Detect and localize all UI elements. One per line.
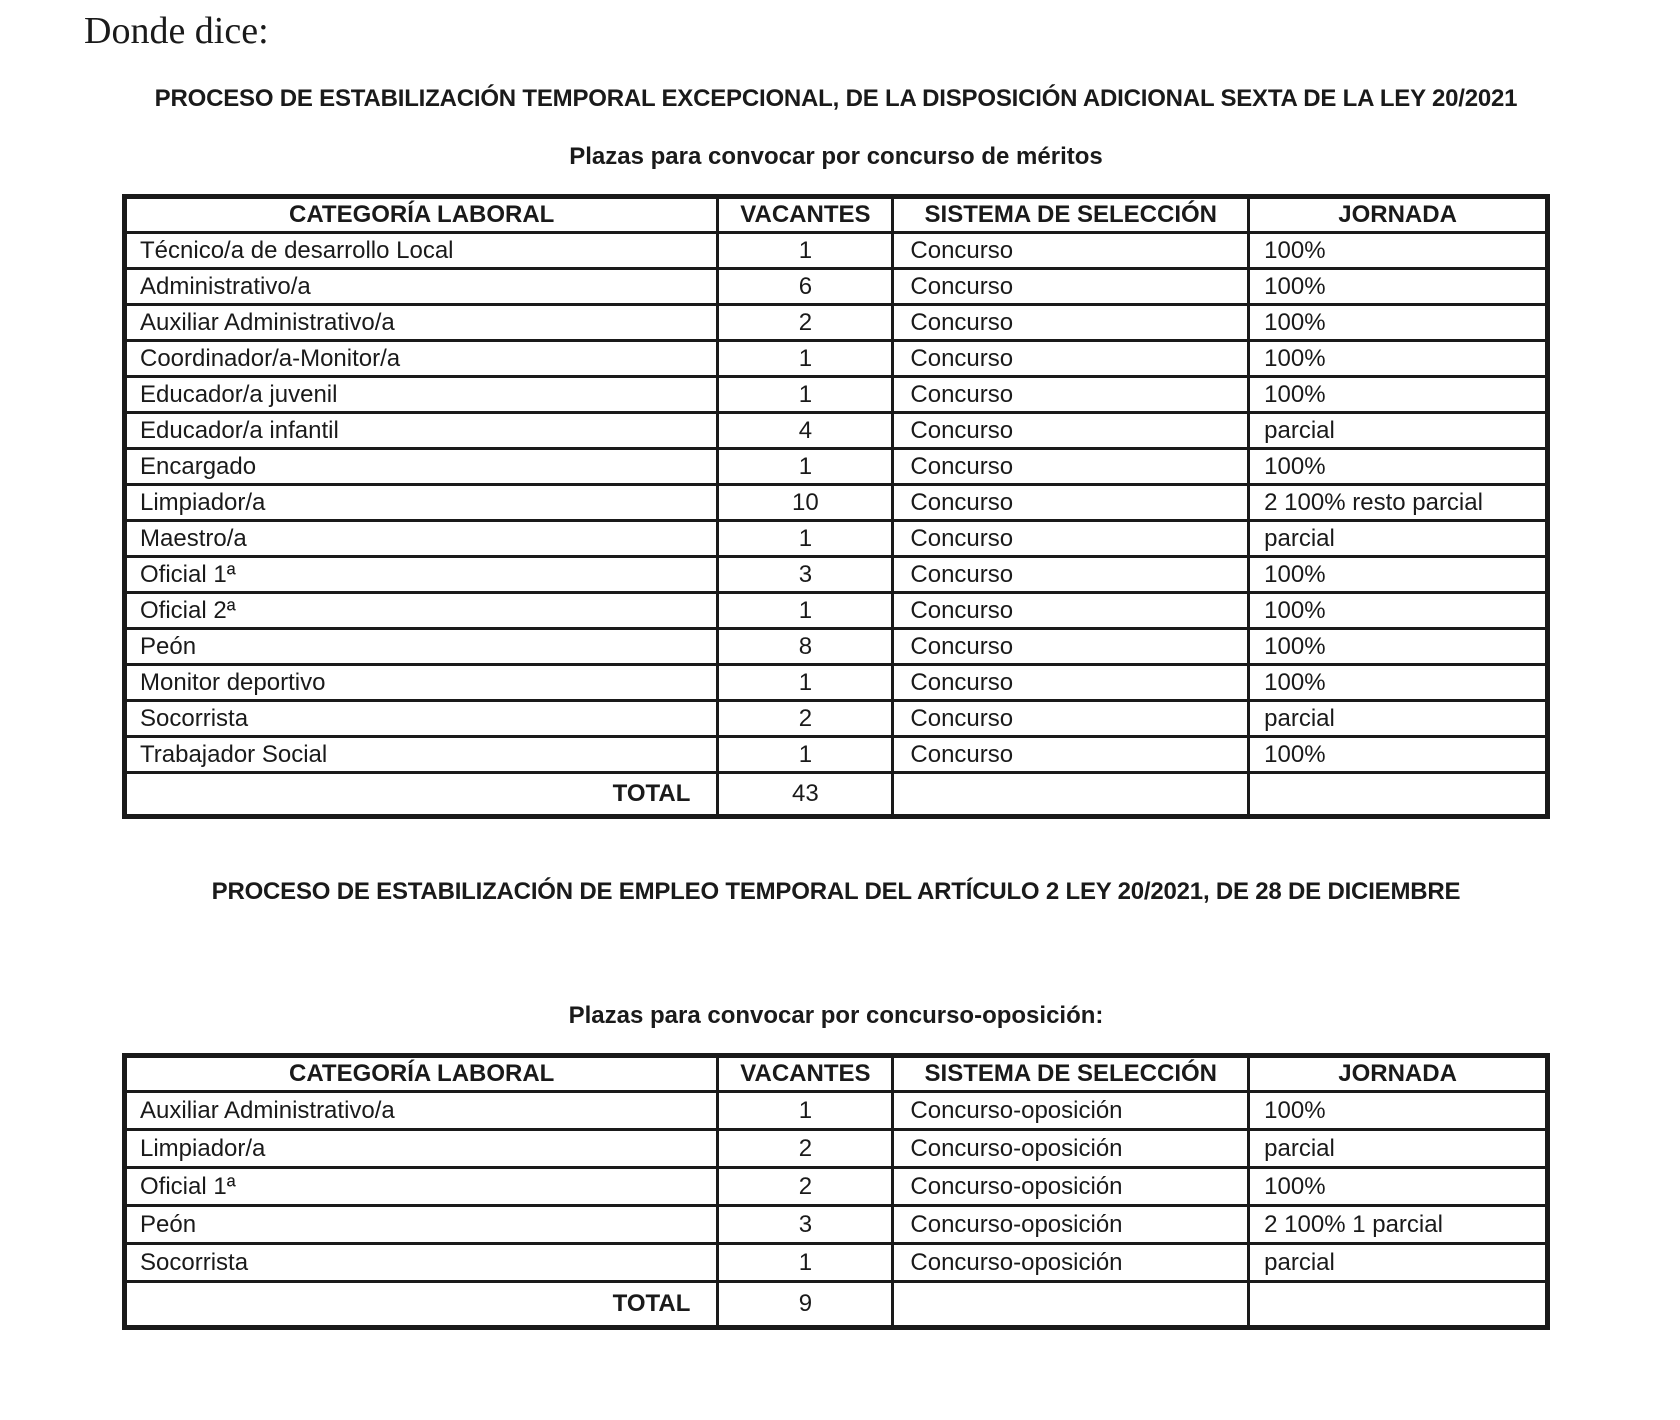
table-row xyxy=(125,485,1548,521)
total-label-cell: TOTAL xyxy=(125,1282,718,1328)
table-row xyxy=(125,377,1548,413)
seleccion-cell: Concurso-oposición xyxy=(893,1092,1249,1130)
jornada-cell: 100% xyxy=(1249,305,1548,341)
jornada-cell: 100% xyxy=(1249,665,1548,701)
header-row xyxy=(125,197,1548,233)
empty-cell xyxy=(1249,773,1548,817)
category-cell: Educador/a juvenil xyxy=(125,377,718,413)
column-header-vacantes: VACANTES xyxy=(718,1056,893,1092)
column-header-vacantes: VACANTES xyxy=(718,197,893,233)
table-row xyxy=(125,629,1548,665)
vacantes-cell: 1 xyxy=(718,1244,893,1282)
vacantes-cell: 4 xyxy=(718,413,893,449)
table-body xyxy=(125,233,1548,773)
category-cell: Técnico/a de desarrollo Local xyxy=(125,233,718,269)
vacantes-cell: 2 xyxy=(718,1130,893,1168)
seleccion-cell: Concurso xyxy=(893,665,1249,701)
seleccion-cell: Concurso-oposición xyxy=(893,1168,1249,1206)
seleccion-cell: Concurso-oposición xyxy=(893,1130,1249,1168)
table-row xyxy=(125,233,1548,269)
table-row xyxy=(125,737,1548,773)
vacantes-cell: 1 xyxy=(718,521,893,557)
vacantes-cell: 1 xyxy=(718,233,893,269)
jornada-cell: 2 100% resto parcial xyxy=(1249,485,1548,521)
vacantes-cell: 3 xyxy=(718,557,893,593)
seleccion-cell: Concurso xyxy=(893,269,1249,305)
jornada-cell: 100% xyxy=(1249,593,1548,629)
category-cell: Oficial 1ª xyxy=(125,557,718,593)
category-cell: Limpiador/a xyxy=(125,1130,718,1168)
column-header-seleccion: SISTEMA DE SELECCIÓN xyxy=(893,197,1249,233)
table-row xyxy=(125,665,1548,701)
category-cell: Trabajador Social xyxy=(125,737,718,773)
table-concurso-meritos xyxy=(122,194,1550,819)
vacantes-cell: 1 xyxy=(718,737,893,773)
category-cell: Educador/a infantil xyxy=(125,413,718,449)
total-row xyxy=(125,1282,1548,1328)
table-row xyxy=(125,341,1548,377)
vacantes-cell: 8 xyxy=(718,629,893,665)
vacantes-cell: 2 xyxy=(718,1168,893,1206)
seleccion-cell: Concurso-oposición xyxy=(893,1206,1249,1244)
vacantes-cell: 2 xyxy=(718,305,893,341)
total-value-cell: 9 xyxy=(718,1282,893,1328)
category-cell: Oficial 2ª xyxy=(125,593,718,629)
vacantes-cell: 10 xyxy=(718,485,893,521)
vacantes-cell: 1 xyxy=(718,377,893,413)
header-row xyxy=(125,1056,1548,1092)
seleccion-cell: Concurso-oposición xyxy=(893,1244,1249,1282)
section-subtitle-meritos: Plazas para convocar por concurso de méritos xyxy=(569,143,1103,170)
category-cell: Coordinador/a-Monitor/a xyxy=(125,341,718,377)
document-content xyxy=(122,0,1550,1330)
jornada-cell: 100% xyxy=(1249,629,1548,665)
total-row xyxy=(125,773,1548,817)
table-concurso-oposicion xyxy=(122,1053,1550,1330)
column-header-seleccion: SISTEMA DE SELECCIÓN xyxy=(893,1056,1249,1092)
vacantes-cell: 1 xyxy=(718,341,893,377)
seleccion-cell: Concurso xyxy=(893,629,1249,665)
table-footer xyxy=(125,1282,1548,1328)
vacantes-cell: 1 xyxy=(718,593,893,629)
seleccion-cell: Concurso xyxy=(893,593,1249,629)
table-row xyxy=(125,593,1548,629)
seleccion-cell: Concurso xyxy=(893,341,1249,377)
column-header-categoria: CATEGORÍA LABORAL xyxy=(125,197,718,233)
jornada-cell: 100% xyxy=(1249,737,1548,773)
vacantes-cell: 3 xyxy=(718,1206,893,1244)
vacantes-cell: 1 xyxy=(718,449,893,485)
table-body xyxy=(125,1092,1548,1282)
table-footer xyxy=(125,773,1548,817)
table-row xyxy=(125,1168,1548,1206)
section-heading-oposicion: PROCESO DE ESTABILIZACIÓN DE EMPLEO TEMPORAL DEL ARTÍCULO 2 LEY 20/2021, DE 28 DE DICIEMBRE xyxy=(211,878,1461,905)
table-row xyxy=(125,701,1548,737)
seleccion-cell: Concurso xyxy=(893,377,1249,413)
table-row xyxy=(125,1130,1548,1168)
table-row xyxy=(125,521,1548,557)
category-cell: Socorrista xyxy=(125,1244,718,1282)
section-heading-meritos: PROCESO DE ESTABILIZACIÓN TEMPORAL EXCEPCIONAL, DE LA DISPOSICIÓN ADICIONAL SEXTA DE LA LEY 20/2021 xyxy=(154,85,1518,112)
table-row xyxy=(125,1206,1548,1244)
seleccion-cell: Concurso xyxy=(893,521,1249,557)
category-cell: Monitor deportivo xyxy=(125,665,718,701)
section-subtitle-oposicion: Plazas para convocar por concurso-oposición: xyxy=(568,1002,1104,1029)
empty-cell xyxy=(893,1282,1249,1328)
jornada-cell: 100% xyxy=(1249,233,1548,269)
seleccion-cell: Concurso xyxy=(893,485,1249,521)
table-row xyxy=(125,449,1548,485)
table-row xyxy=(125,305,1548,341)
table-row xyxy=(125,557,1548,593)
vacantes-cell: 6 xyxy=(718,269,893,305)
vacantes-cell: 2 xyxy=(718,701,893,737)
category-cell: Peón xyxy=(125,1206,718,1244)
jornada-cell: parcial xyxy=(1249,701,1548,737)
vacantes-cell: 1 xyxy=(718,665,893,701)
vacantes-cell: 1 xyxy=(718,1092,893,1130)
column-header-jornada: JORNADA xyxy=(1249,1056,1548,1092)
seleccion-cell: Concurso xyxy=(893,737,1249,773)
jornada-cell: 100% xyxy=(1249,1168,1548,1206)
table-row xyxy=(125,269,1548,305)
category-cell: Auxiliar Administrativo/a xyxy=(125,1092,718,1130)
category-cell: Maestro/a xyxy=(125,521,718,557)
seleccion-cell: Concurso xyxy=(893,233,1249,269)
column-header-categoria: CATEGORÍA LABORAL xyxy=(125,1056,718,1092)
category-cell: Socorrista xyxy=(125,701,718,737)
total-label-cell: TOTAL xyxy=(125,773,718,817)
category-cell: Auxiliar Administrativo/a xyxy=(125,305,718,341)
seleccion-cell: Concurso xyxy=(893,413,1249,449)
jornada-cell: 100% xyxy=(1249,449,1548,485)
category-cell: Limpiador/a xyxy=(125,485,718,521)
jornada-cell: 100% xyxy=(1249,557,1548,593)
jornada-cell: 100% xyxy=(1249,1092,1548,1130)
table-header xyxy=(125,197,1548,233)
seleccion-cell: Concurso xyxy=(893,305,1249,341)
seleccion-cell: Concurso xyxy=(893,449,1249,485)
seleccion-cell: Concurso xyxy=(893,557,1249,593)
total-value-cell: 43 xyxy=(718,773,893,817)
jornada-cell: 100% xyxy=(1249,269,1548,305)
intro-text: Donde dice: xyxy=(84,10,269,52)
seleccion-cell: Concurso xyxy=(893,701,1249,737)
table-row xyxy=(125,1092,1548,1130)
table-row xyxy=(125,1244,1548,1282)
category-cell: Peón xyxy=(125,629,718,665)
jornada-cell: parcial xyxy=(1249,1244,1548,1282)
jornada-cell: 2 100% 1 parcial xyxy=(1249,1206,1548,1244)
category-cell: Administrativo/a xyxy=(125,269,718,305)
empty-cell xyxy=(1249,1282,1548,1328)
column-header-jornada: JORNADA xyxy=(1249,197,1548,233)
jornada-cell: parcial xyxy=(1249,521,1548,557)
jornada-cell: 100% xyxy=(1249,341,1548,377)
table-header xyxy=(125,1056,1548,1092)
jornada-cell: 100% xyxy=(1249,377,1548,413)
table-row xyxy=(125,413,1548,449)
jornada-cell: parcial xyxy=(1249,413,1548,449)
category-cell: Encargado xyxy=(125,449,718,485)
jornada-cell: parcial xyxy=(1249,1130,1548,1168)
category-cell: Oficial 1ª xyxy=(125,1168,718,1206)
empty-cell xyxy=(893,773,1249,817)
